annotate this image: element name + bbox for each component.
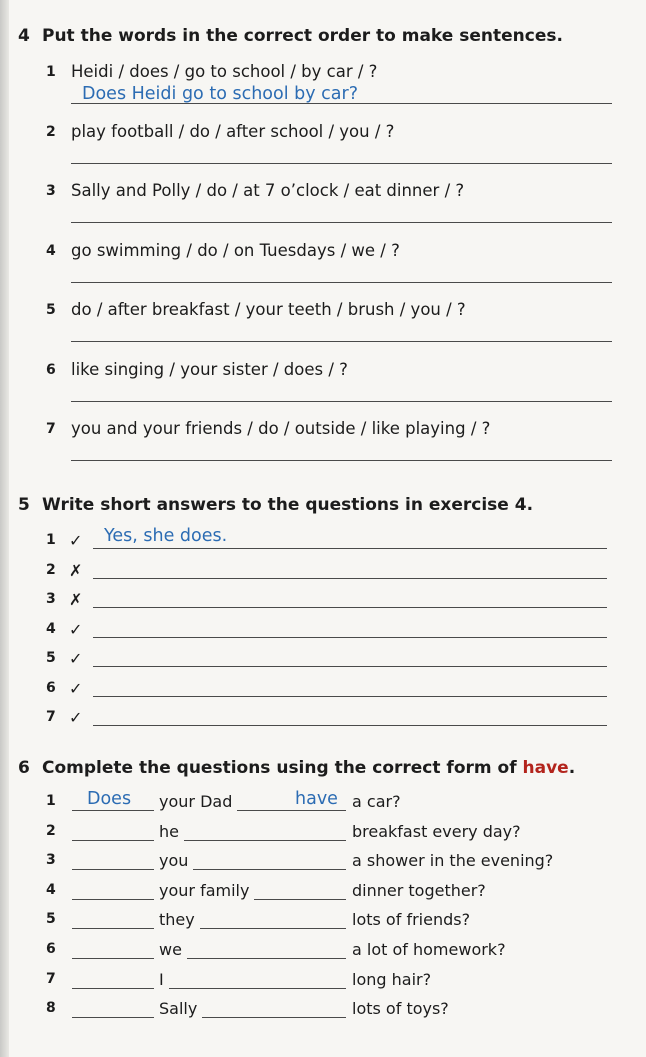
ex6-subject: they <box>159 910 195 930</box>
ex6-rest: dinner together? <box>352 880 486 900</box>
ex6-subject: I <box>159 969 164 989</box>
ex6-item-number: 4 <box>46 881 56 898</box>
ex6-blank2-line <box>169 988 346 989</box>
ex5-answer-line <box>93 637 607 638</box>
ex4-item-number: 5 <box>46 302 56 318</box>
ex6-row <box>0 970 646 996</box>
ex6-blank2-line <box>237 810 346 811</box>
ex5-item-number: 4 <box>46 620 56 637</box>
ex4-item-number: 3 <box>46 183 56 199</box>
ex6-blank1-line <box>72 810 154 811</box>
ex5-answer-line <box>93 607 607 608</box>
ex6-blank1-line <box>72 958 154 959</box>
ex4-answer-line <box>71 163 612 164</box>
ex6-item-number: 6 <box>46 941 56 957</box>
ex4-answer-line <box>71 460 612 461</box>
exercise-4-heading <box>18 26 563 46</box>
ex6-rest: lots of friends? <box>352 910 471 930</box>
ex6-blank2-line <box>200 928 346 929</box>
ex6-blank1-line <box>72 840 154 841</box>
check-icon: ✓ <box>69 619 83 639</box>
ex4-item-prompt: go swimming / do / on Tuesdays / we / ? <box>71 240 400 260</box>
ex5-item-number: 7 <box>46 709 56 725</box>
exercise-4-number: 4 <box>18 26 30 46</box>
ex6-rest: breakfast every day? <box>352 821 521 841</box>
ex4-item-number: 2 <box>46 123 56 140</box>
exercise-5-number: 5 <box>18 495 30 515</box>
ex6-blank1-answer[interactable]: Does <box>87 789 132 809</box>
exercise-5-title: Write short answers to the questions in exercise 4. <box>42 495 534 515</box>
ex4-answer-line <box>71 282 612 283</box>
check-icon: ✓ <box>69 531 83 550</box>
ex6-rest: a lot of homework? <box>352 940 506 959</box>
ex4-item-prompt: do / after breakfast / your teeth / brush / you / ? <box>71 300 466 319</box>
ex4-item-prompt: like singing / your sister / does / ? <box>71 359 348 379</box>
ex4-answer-line <box>71 222 612 223</box>
ex6-subject: you <box>159 851 189 871</box>
ex6-item-number: 2 <box>46 822 56 839</box>
ex4-item-number: 1 <box>46 64 56 80</box>
ex6-rest: a car? <box>352 792 401 811</box>
ex6-blank1-line <box>72 988 154 989</box>
ex6-blank2-line <box>202 1017 346 1018</box>
ex6-blank1-line <box>72 899 154 900</box>
ex5-item-number: 5 <box>46 650 56 666</box>
ex6-blank2-line <box>254 899 346 900</box>
ex5-answer-line <box>93 666 607 667</box>
ex6-row <box>0 881 646 907</box>
cross-icon: ✗ <box>69 590 83 609</box>
ex6-item-number: 3 <box>46 852 56 869</box>
ex4-answer-line <box>71 341 612 342</box>
ex6-item-number: 1 <box>46 793 56 809</box>
ex6-subject: your Dad <box>159 792 233 811</box>
ex5-item-number: 2 <box>46 561 56 578</box>
ex5-item-number: 1 <box>46 532 56 548</box>
ex6-blank2-line <box>184 840 346 841</box>
ex6-row <box>0 851 646 877</box>
exercise-6-heading <box>18 758 575 778</box>
ex4-answer-line <box>71 401 612 402</box>
ex6-row <box>0 940 646 966</box>
exercise-6-title-end: . <box>568 758 576 778</box>
ex6-subject: your family <box>159 880 250 900</box>
check-icon: ✓ <box>69 678 83 698</box>
ex6-blank1-line <box>72 1017 154 1018</box>
ex6-row <box>0 910 646 936</box>
ex4-item-prompt: Heidi / does / go to school / by car / ? <box>71 62 378 81</box>
ex6-blank1-line <box>72 869 154 870</box>
ex5-answer-text[interactable]: Yes, she does. <box>104 526 228 546</box>
ex6-blank1-line <box>72 928 154 929</box>
ex6-subject: he <box>159 821 179 841</box>
ex6-row <box>0 822 646 848</box>
ex6-blank2-line <box>193 869 346 870</box>
ex4-item-prompt: Sally and Polly / do / at 7 o’clock / eat dinner / ? <box>71 181 465 200</box>
ex4-item-prompt: play football / do / after school / you / ? <box>71 121 395 141</box>
ex6-item-number: 8 <box>46 1000 56 1017</box>
exercise-5-heading <box>18 495 533 515</box>
ex5-answer-line <box>93 578 607 579</box>
exercise-6-number: 6 <box>18 758 30 778</box>
exercise-6-title-start: Complete the questions using the correct form of <box>42 758 523 778</box>
ex4-item-prompt: you and your friends / do / outside / like playing / ? <box>71 419 491 438</box>
ex6-rest: lots of toys? <box>352 999 449 1019</box>
cross-icon: ✗ <box>69 560 83 580</box>
ex5-answer-line <box>93 696 607 697</box>
ex4-answer-text[interactable]: Does Heidi go to school by car? <box>82 84 358 104</box>
ex6-row <box>0 789 646 818</box>
ex6-subject: we <box>159 940 182 959</box>
ex4-item-number: 7 <box>46 421 56 437</box>
ex5-item-number: 3 <box>46 591 56 607</box>
exercise-6-title-highlight: have <box>522 758 569 778</box>
exercise-4-title: Put the words in the correct order to make sentences. <box>42 26 563 46</box>
ex6-item-number: 5 <box>46 911 56 928</box>
ex4-item-number: 6 <box>46 361 56 378</box>
check-icon: ✓ <box>69 708 83 727</box>
ex6-rest: a shower in the evening? <box>352 851 554 871</box>
ex6-blank2-answer[interactable]: have <box>295 789 338 809</box>
check-icon: ✓ <box>69 649 83 668</box>
ex5-item-number: 6 <box>46 679 56 696</box>
ex6-blank2-line <box>187 958 346 959</box>
ex6-row <box>0 999 646 1025</box>
ex6-item-number: 7 <box>46 970 56 987</box>
ex5-answer-line <box>93 725 607 726</box>
ex6-subject: Sally <box>159 999 198 1019</box>
ex5-answer-line <box>93 548 607 549</box>
ex6-rest: long hair? <box>352 969 432 989</box>
ex4-item-number: 4 <box>46 242 56 259</box>
